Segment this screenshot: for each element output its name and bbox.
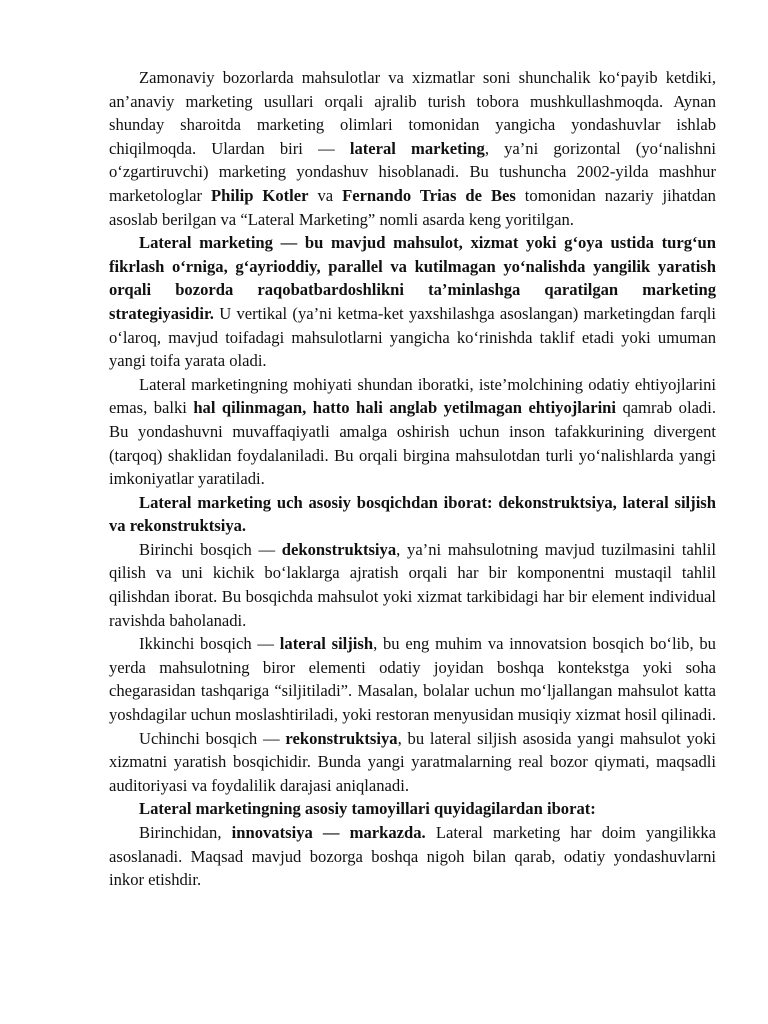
paragraph-essence [109,373,716,491]
paragraph-definition [109,231,716,373]
term-lateral-marketing: lateral marketing [349,138,485,158]
term-dekonstruktsiya: dekonstruktsiya [281,539,397,559]
text-run: Ikkinchi bosqich — [139,634,280,654]
text-run: Lateral marketingning mohiyati shundan iboratki, iste’molchining odatiy ehtiyojlarini emas, balki [109,374,716,418]
text-run: va [308,185,343,205]
text-run: qamrab oladi. Bu yondashuvni muvaffaqiyatli amalga oshirish uchun inson tafakkurining divergent (tarqoq) shaklidan foydalaniladi. Bu orqali birgina mahsulotdan turli yo‘nalishlarda yangi imkoniyatlar yaratiladi. [109,398,716,489]
paragraph-stages-heading [109,491,716,538]
term-innovatsiya: innovatsiya — markazda. [231,823,426,842]
stages-heading-text: Lateral marketing uch asosiy bosqichdan iborat: dekonstruktsiya, lateral siljish va rekonstruktsiya. [109,492,716,536]
text-run: U vertikal (ya’ni ketma-ket yaxshilashga asoslangan) marketingdan farqli o‘laroq, mavjud toifadagi mahsulotlarni yangicha ko‘rinishda taklif etadi yoki umuman yangi toifa yarata oladi. [109,303,716,371]
text-run: Birinchi bosqich — [139,539,282,559]
text-run: , ya’ni mahsulotning mavjud tuzilmasini tahlil qilish va uni kichik bo‘laklarga ajratish orqali har bir komponentni mustaqil tahlil qilishdan iborat. Bu bosqichda mahsulot yoki xizmat tarkibidagi har bir element individual ravishda baholanadi. [109,539,716,630]
emphasis-needs: hal qilinmagan, hatto hali anglab yetilmagan ehtiyojlarini [193,398,617,418]
term-lateral-siljish: lateral siljish [279,634,374,654]
text-run: , bu eng muhim va innovatsion bosqich bo‘lib, bu yerda mahsulotning biror elementi odatiy joyidan boshqa kontekstga yoki soha chegarasidan tashqariga “siljitiladi”. Masalan, bolalar uchun mo‘ljallangan mahsulot katta yoshdagilar uchun moslashtiriladi, yoki restoran menyusidan musiqiy xizmat hosil qilinadi. [109,634,716,725]
principles-heading-text: Lateral marketingning asosiy tamoyillari quyidagilardan iborat: [139,799,596,819]
term-rekonstruktsiya: rekonstruktsiya [285,728,398,748]
paragraph-stage-2 [109,632,716,726]
text-run: , bu lateral siljish asosida yangi mahsulot yoki xizmatni yaratish bosqichidir. Bunda yangi yaratmalarning real bozor qiymati, maqsadli auditoriyasi va foydalilik darajasi aniqlanadi. [109,728,716,795]
author-kotler: Philip Kotler [211,185,309,205]
document-body [109,66,716,892]
paragraph-stage-1 [109,538,716,632]
text-run: Uchinchi bosqich — [139,728,286,748]
paragraph-stage-3 [109,727,716,798]
text-run: Birinchidan, [139,823,232,842]
text-run: , ya’ni gorizontal (yo‘nalishni o‘zgartiruvchi) marketing yondashuv hisoblanadi. Bu tushuncha 2002-yilda mashhur marketologlar [109,138,717,205]
paragraph-intro [109,66,716,231]
paragraph-principles-heading [109,797,716,821]
author-trias-de-bes: Fernando Trias de Bes [342,185,516,205]
definition-bold: Lateral marketing — bu mavjud mahsulot, xizmat yoki g‘oya ustida turg‘un fikrlash o‘rniga, g‘ayrioddiy, parallel va kutilmagan yo‘nalishda yangilik yaratish orqali bozorda raqobatbardoshlikni ta’minlashga qaratilgan marketing strategiyasidir. [109,233,716,323]
text-run: Zamonaviy bozorlarda mahsulotlar va xizmatlar soni shunchalik ko‘payib ketdiki, an’anaviy marketing usullari orqali ajralib turish tobora mushkullashmoqda. Aynan shunday sharoitda marketing olimlari tomonidan yangicha yondashuvlar ishlab chiqilmoqda. Ulardan biri — [109,68,716,158]
text-run: tomonidan nazariy jihatdan asoslab berilgan va “Lateral Marketing” nomli asarda keng yoritilgan. [109,185,716,229]
paragraph-principle-1 [109,821,716,892]
text-run: Lateral marketing har doim yangilikka asoslanadi. Maqsad mavjud bozorga boshqa nigoh bilan qarab, odatiy yondashuvlarni inkor etishdir. [109,823,717,890]
